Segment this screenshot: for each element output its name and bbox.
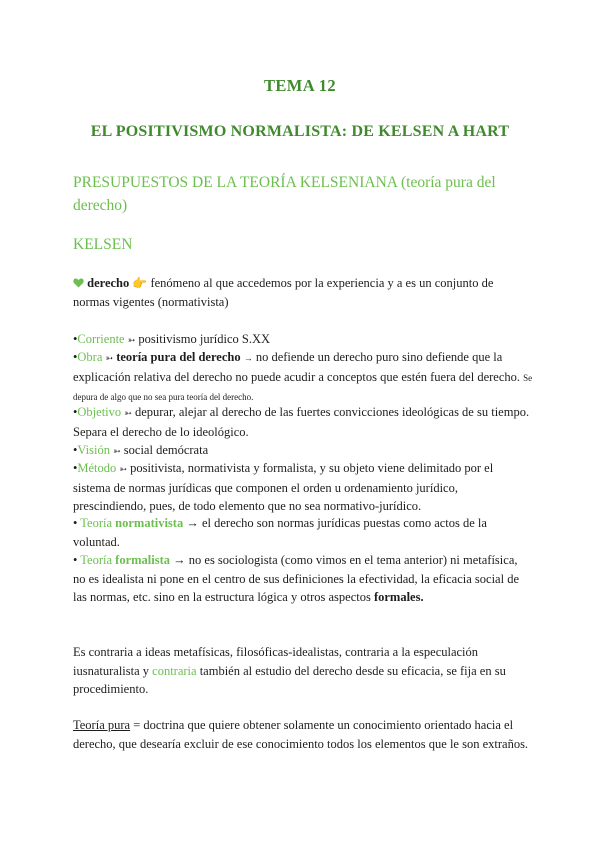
paragraph-text: = doctrina que quiere obtener solamente un conocimiento orientado hacia el derecho, que desearía excluir de ese conocimiento todos los elementos que le son extraños. <box>73 718 529 751</box>
bullet-label: Teoría <box>80 553 113 567</box>
paragraph-text: Es contraria a ideas metafísicas, filosóficas-idealistas, contraria a la especulación iusnaturalista y <box>73 645 479 678</box>
arrow-icon: → <box>173 553 186 567</box>
bullet-metodo: •Método ➳ positivista, normativista y formalista, y su objeto viene delimitado por el sistema de normas jurídicas que componen el orden u ordenamiento jurídico, prescindiendo, pues, de todo elemento que no sea normativo-jurídico. <box>73 461 494 513</box>
bullet-obra: •Obra ➳ teoría pura del derecho → no defiende un derecho puro sino defiende que la explicación relativa del derecho no puede acudir a conceptos que estén fuera del derecho. Se depura de algo que no sea pura teoría del derecho. <box>73 350 533 402</box>
arrow-icon: → <box>243 353 253 363</box>
bullet-label: Teoría <box>80 516 113 530</box>
arrow-icon: ➳ <box>105 353 114 363</box>
bullet-text: no es sociologista (como vimos en el tema anterior) ni metafísica, no es idealista ni pone en el centro de sus definiciones la efectividad, la eficacia social de las normas, etc. sino en la estructura lógica y otros aspectos <box>73 553 519 604</box>
paragraph-green: contraria <box>152 663 197 678</box>
paragraph-teoria-pura <box>73 716 533 753</box>
bullet-formalista: • Teoría formalista → no es sociologista (como vimos en el tema anterior) ni metafísica, no es idealista ni pone en el centro de sus definiciones la efectividad, la eficacia social de las normas, etc. sino en la estructura lógica y otros aspectos formales. <box>73 553 519 604</box>
bullet-text: social demócrata <box>123 443 209 457</box>
paragraph-term: Teoría pura <box>73 718 131 732</box>
bullet-label: Obra <box>77 350 103 364</box>
bullet-text: positivismo jurídico S.XX <box>138 332 271 346</box>
bullet-label-bold: normativista <box>115 516 184 530</box>
bullet-text: el derecho son normas jurídicas puestas como actos de la voluntad. <box>73 516 487 549</box>
pointing-hand-icon: 👉 <box>132 276 148 290</box>
paragraph-contraria <box>73 643 533 699</box>
arrow-icon: ➳ <box>119 464 127 474</box>
bullet-label: Objetivo <box>77 405 122 419</box>
arrow-icon: ➳ <box>127 335 136 345</box>
green-heart-icon <box>73 278 84 288</box>
page-subtitle: EL POSITIVISMO NORMALISTA: DE KELSEN A HART <box>90 123 510 140</box>
bullet-bold: teoría pura del derecho <box>116 350 241 364</box>
intro-text: fenómeno al que accedemos por la experiencia y a es un conjunto de normas vigentes (normativista) <box>73 276 494 309</box>
bullet-text: no defiende un derecho puro sino defiende que la explicación relativa del derecho no puede acudir a conceptos que estén fuera del derecho. <box>73 350 521 384</box>
bullet-note: Se depura de algo que no sea pura teoría del derecho. <box>73 372 533 402</box>
bullet-label: Corriente <box>77 332 125 346</box>
bullet-label: Visión <box>77 443 110 457</box>
bullet-vision: •Visión ➳ social demócrata <box>73 443 209 457</box>
paragraph-text: también al estudio del derecho desde su eficacia, se fija en su procedimiento. <box>73 663 506 696</box>
intro-paragraph <box>73 274 533 311</box>
page-title: TEMA 12 <box>263 76 336 95</box>
intro-keyword: derecho <box>87 276 130 290</box>
subsection-heading: KELSEN <box>73 236 133 253</box>
arrow-icon: → <box>186 516 199 530</box>
bullet-bold-end: formales <box>373 590 421 604</box>
bullet-normativista: • Teoría normativista → el derecho son normas jurídicas puestas como actos de la voluntad. <box>73 516 487 549</box>
arrow-icon: ➳ <box>113 446 121 456</box>
bullet-label: Método <box>77 461 117 475</box>
bullet-objetivo: •Objetivo ➳ depurar, alejar al derecho de las fuertes convicciones ideológicas de su tiempo. Separa el derecho de lo ideológico. <box>73 405 530 439</box>
bullet-corriente: •Corriente ➳ positivismo jurídico S.XX <box>73 332 271 346</box>
bullet-label-bold: formalista <box>115 553 171 567</box>
bullet-text: depurar, alejar al derecho de las fuertes convicciones ideológicas de su tiempo. Separa el derecho de lo ideológico. <box>73 405 530 439</box>
bullet-text: positivista, normativista y formalista, y su objeto viene delimitado por el sistema de normas jurídicas que componen el orden u ordenamiento jurídico, prescindiendo, pues, de todo elemento que no sea normativo-jurídico. <box>73 461 494 513</box>
section-heading: PRESUPUESTOS DE LA TEORÍA KELSENIANA (teoría pura del derecho) <box>73 174 496 214</box>
arrow-icon: ➳ <box>124 408 132 418</box>
